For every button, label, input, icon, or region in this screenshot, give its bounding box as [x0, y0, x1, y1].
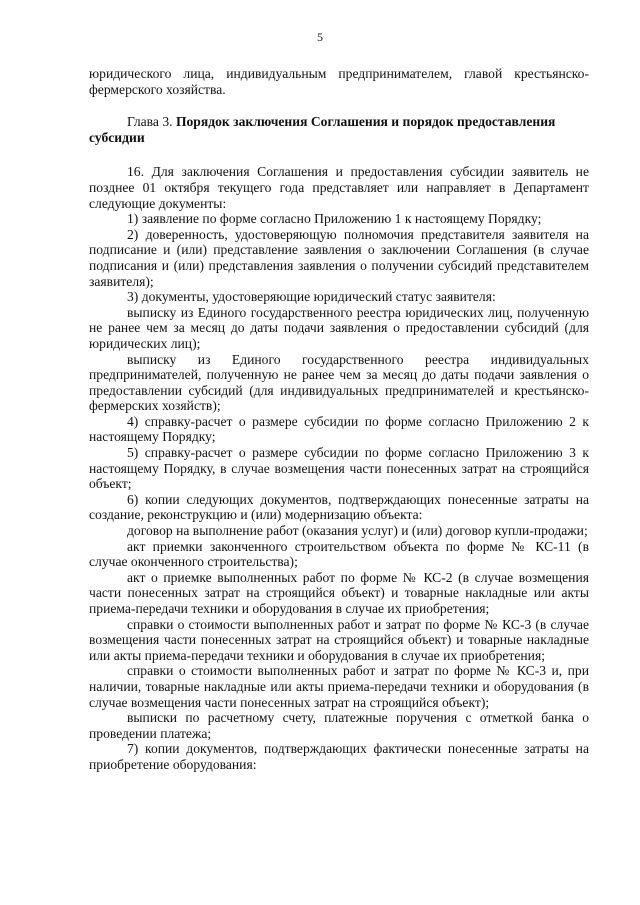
- list-item-5: 5) справку-расчет о размере субсидии по форме согласно Приложению 3 к настоящему Порядку, в случае возмещения части понесенных затрат на строящийся объект;: [89, 445, 589, 492]
- sub-item-egrul: выписку из Единого государственного реестра юридических лиц, полученную не ранее чем за месяц до даты подачи заявления о предоставлении субсидий (для юридических лиц);: [89, 304, 589, 351]
- list-item-7: 7) копии документов, подтверждающих фактически понесенные затраты на приобретение оборудования:: [89, 741, 589, 772]
- sub-item-ks3-b: справки о стоимости выполненных работ и затрат по форме № КС-3 и, при наличии, товарные накладные или акты приема-передачи техники и оборудования (в случае возмещения части понесенных затрат на строящийся объект);: [89, 663, 589, 710]
- document-body: [89, 66, 589, 773]
- intro-continuation: юридического лица, индивидуальным предпринимателем, главой крестьянско-фермерского хозяйства.: [89, 66, 589, 97]
- list-item-6: 6) копии следующих документов, подтверждающих понесенные затраты на создание, реконструкцию и (или) модернизацию объекта:: [89, 491, 589, 523]
- sub-item-contract: договор на выполнение работ (оказания услуг) и (или) договор купли-продажи;: [127, 523, 588, 539]
- list-item-1: 1) заявление по форме согласно Приложению 1 к настоящему Порядку;: [127, 211, 542, 227]
- sub-item-egrip: выписку из Единого государственного реестра индивидуальных предпринимателей, полученную не ранее чем за месяц до даты подачи заявления о предоставлении субсидий (для индивидуальных предпринимателей и крестьянско-фермерских хозяйств);: [89, 351, 589, 414]
- chapter-prefix: Глава 3.: [127, 114, 173, 130]
- chapter-title: Порядок заключения Соглашения и порядок предоставления субсидии: [89, 114, 556, 145]
- page-number: 5: [317, 30, 323, 44]
- paragraph-16: 16. Для заключения Соглашения и предоставления субсидии заявитель не позднее 01 октября текущего года представляет или направляет в Департамент следующие документы:: [89, 164, 589, 211]
- chapter-heading: [89, 114, 589, 145]
- sub-item-ks3-a: справки о стоимости выполненных работ и затрат по форме № КС-3 (в случае возмещения части понесенных затрат на строящийся объект) и товарные накладные или акты приема-передачи техники и оборудования в случае их приобретения;: [89, 616, 589, 663]
- list-item-2: 2) доверенность, удостоверяющую полномочия представителя заявителя на подписание и (или) представление заявления о заключении Соглашения (в случае подписания и (или) представления заявления о получении субсидий представителем заявителя);: [89, 226, 589, 289]
- list-item-4: 4) справку-расчет о размере субсидии по форме согласно Приложению 2 к настоящему Порядку;: [89, 413, 589, 445]
- sub-item-ks11: акт приемки законченного строительством объекта по форме № КС-11 (в случае оконченного строительства);: [89, 538, 589, 570]
- sub-item-ks2: акт о приемке выполненных работ по форме № КС-2 (в случае возмещения части понесенных затрат на строящийся объект) и товарные накладные или акты приема-передачи техники и оборудования в случае их приобретения;: [89, 569, 589, 616]
- sub-item-bank-statements: выписки по расчетному счету, платежные поручения с отметкой банка о проведении платежа;: [89, 710, 589, 741]
- list-item-3: 3) документы, удостоверяющие юридический статус заявителя:: [127, 289, 496, 305]
